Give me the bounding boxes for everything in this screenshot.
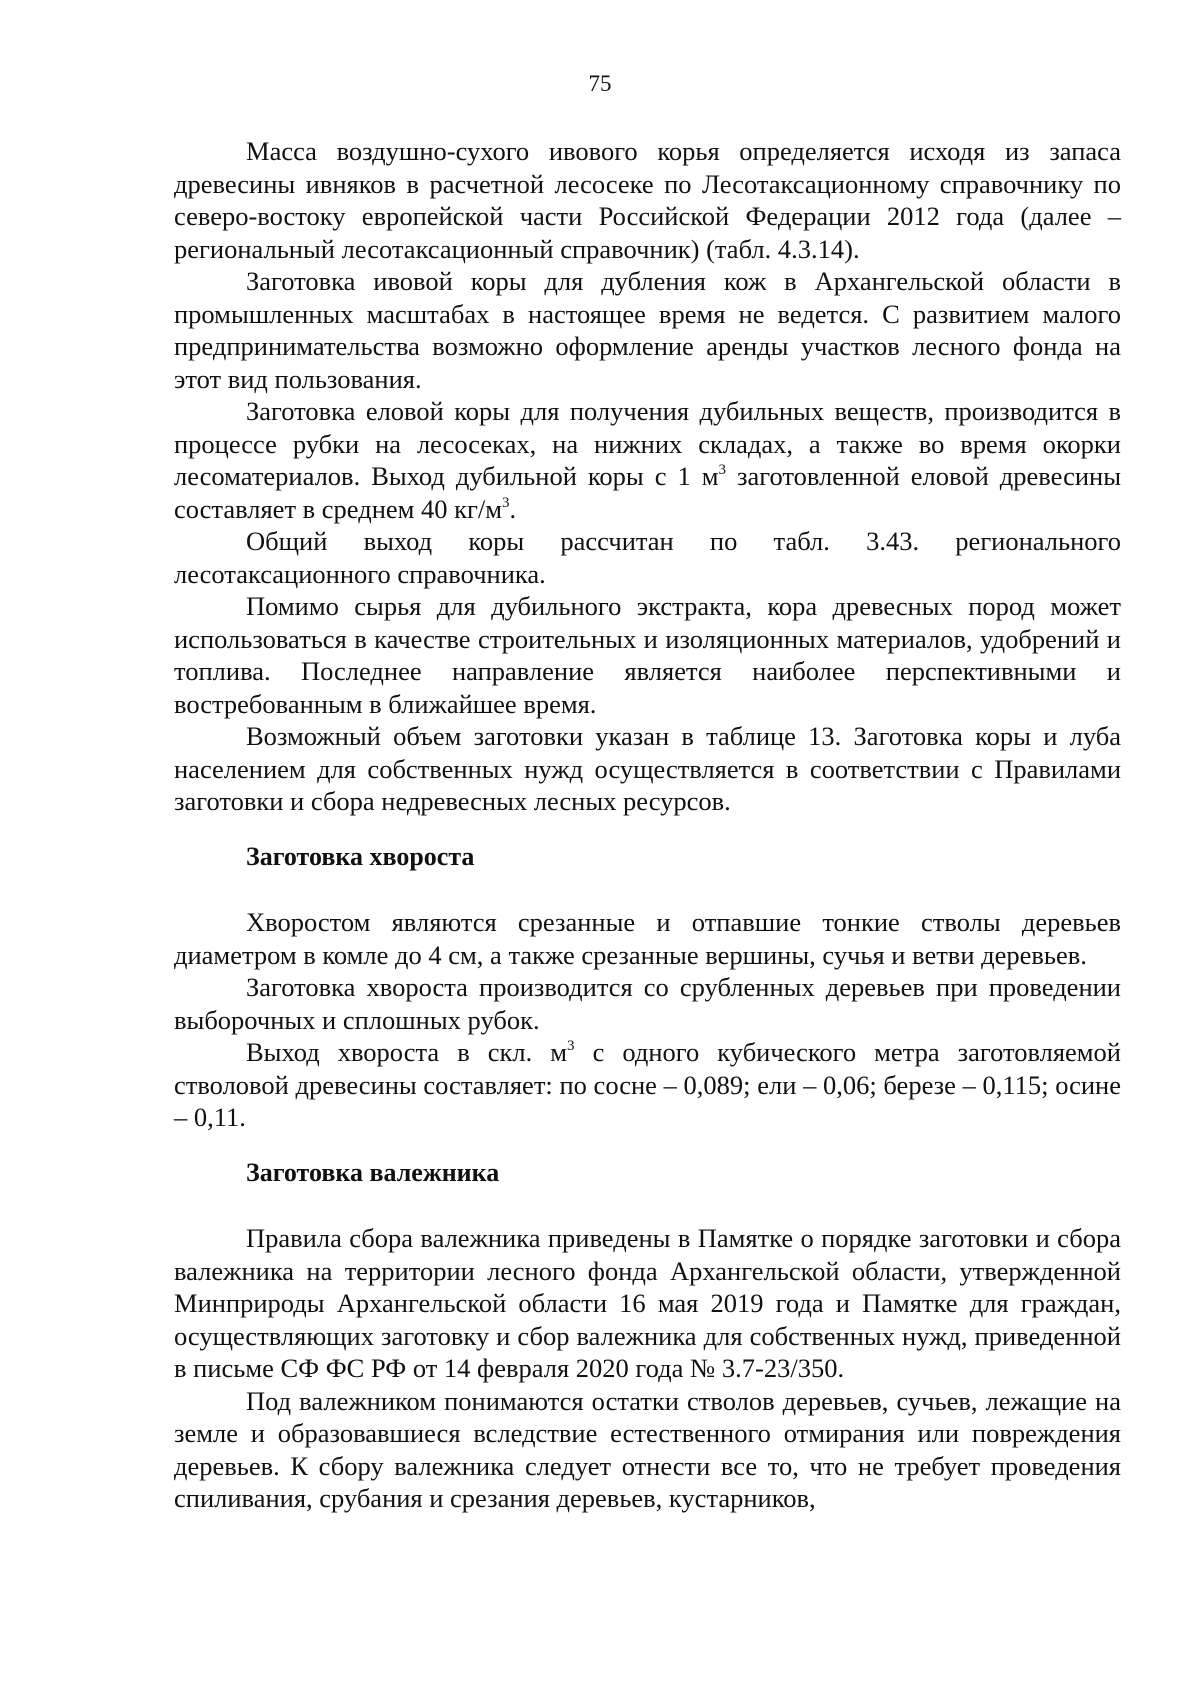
section-heading-deadwood: Заготовка валежника — [246, 1157, 500, 1187]
paragraph-bark-uses — [174, 590, 1121, 720]
paragraph-deadwood-definition — [174, 1385, 1121, 1515]
superscript-cubic: 3 — [502, 494, 510, 511]
paragraph-text: Заготовка еловой коры для получения дубильных веществ, производится в процессе рубки на лесосеках, на нижних складах, а также во время окорки лесоматериалов. Выход дубильной коры с 1 м — [174, 396, 1121, 491]
paragraph-spruce-bark — [174, 395, 1121, 525]
paragraph-text: Под валежником понимаются остатки стволов деревьев, сучьев, лежащие на земле и образовавшиеся вследствие естественного отмирания или повреждения деревьев. К сбору валежника следует отнести все то, что не требует проведения спиливания, срубания и срезания деревьев, кустарников, — [174, 1385, 1121, 1513]
paragraph-bark-yield — [174, 525, 1121, 590]
paragraph-text: Хворостом являются срезанные и отпавшие тонкие стволы деревьев диаметром в комле до 4 см, а также срезанные вершины, сучья и ветви деревьев. — [174, 907, 1121, 970]
paragraph-text: Правила сбора валежника приведены в Памятке о порядке заготовки и сбора валежника на территории лесного фонда Архангельской области, утвержденной Минприроды Архангельской области 16 мая 2019 года и Памятке для граждан, осуществляющих заготовку и сбор валежника для собственных нужд, приведенной в письме СФ ФС РФ от 14 февраля 2020 года № 3.7-23/350. — [174, 1223, 1121, 1383]
section-heading-brushwood: Заготовка хвороста — [246, 841, 475, 871]
paragraph-text: Выход хвороста в скл. м — [246, 1037, 568, 1067]
paragraph-text: с одного кубического метра заготовляемой стволовой древесины составляет: по сосне – 0,089; ели – 0,06; березе – 0,115; осине – 0,11. — [174, 1037, 1121, 1132]
paragraph-willow-bark-mass — [174, 135, 1121, 265]
paragraph-deadwood-rules — [174, 1222, 1121, 1385]
page-number: 75 — [588, 71, 612, 96]
paragraph-brushwood-yield — [174, 1036, 1121, 1134]
paragraph-text: Заготовка ивовой коры для дубления кож в Архангельской области в промышленных масштабах в настоящее время не ведется. С развитием малого предпринимательства возможно оформление аренды участков лесного фонда на этот вид пользования. — [174, 266, 1121, 394]
paragraph-text: Общий выход коры рассчитан по табл. 3.43. регионального лесотаксационного справочника. — [174, 526, 1121, 589]
paragraph-harvest-volume — [174, 720, 1121, 818]
paragraph-text: Заготовка хвороста производится со срубленных деревьев при проведении выборочных и сплошных рубок. — [174, 972, 1121, 1035]
paragraph-text: заготовленной еловой древесины составляет в среднем 40 кг/м — [174, 461, 1121, 524]
document-body — [174, 135, 1121, 1515]
paragraph-brushwood-harvest — [174, 971, 1121, 1036]
paragraph-brushwood-definition — [174, 906, 1121, 971]
paragraph-text: Возможный объем заготовки указан в таблице 13. Заготовка коры и луба населением для собственных нужд осуществляется в соответствии с Правилами заготовки и сбора недревесных лесных ресурсов. — [174, 721, 1121, 816]
superscript-cubic: 3 — [567, 1038, 575, 1054]
paragraph-text: Помимо сырья для дубильного экстракта, кора древесных пород может использоваться в качестве строительных и изоляционных материалов, удобрений и топлива. Последнее направление является наиболее перспективными и востребованным в ближайшее время. — [174, 591, 1121, 719]
paragraph-text: . — [509, 493, 517, 524]
paragraph-willow-bark-harvest — [174, 265, 1121, 395]
paragraph-text: Масса воздушно-сухого ивового корья определяется исходя из запаса древесины ивняков в расчетной лесосеке по Лесотаксационному справочнику по северо-востоку европейской части Российской Федерации 2012 года (далее – региональный лесотаксационный справочник) (табл. 4.3.14). — [174, 136, 1121, 264]
superscript-cubic: 3 — [718, 462, 727, 478]
